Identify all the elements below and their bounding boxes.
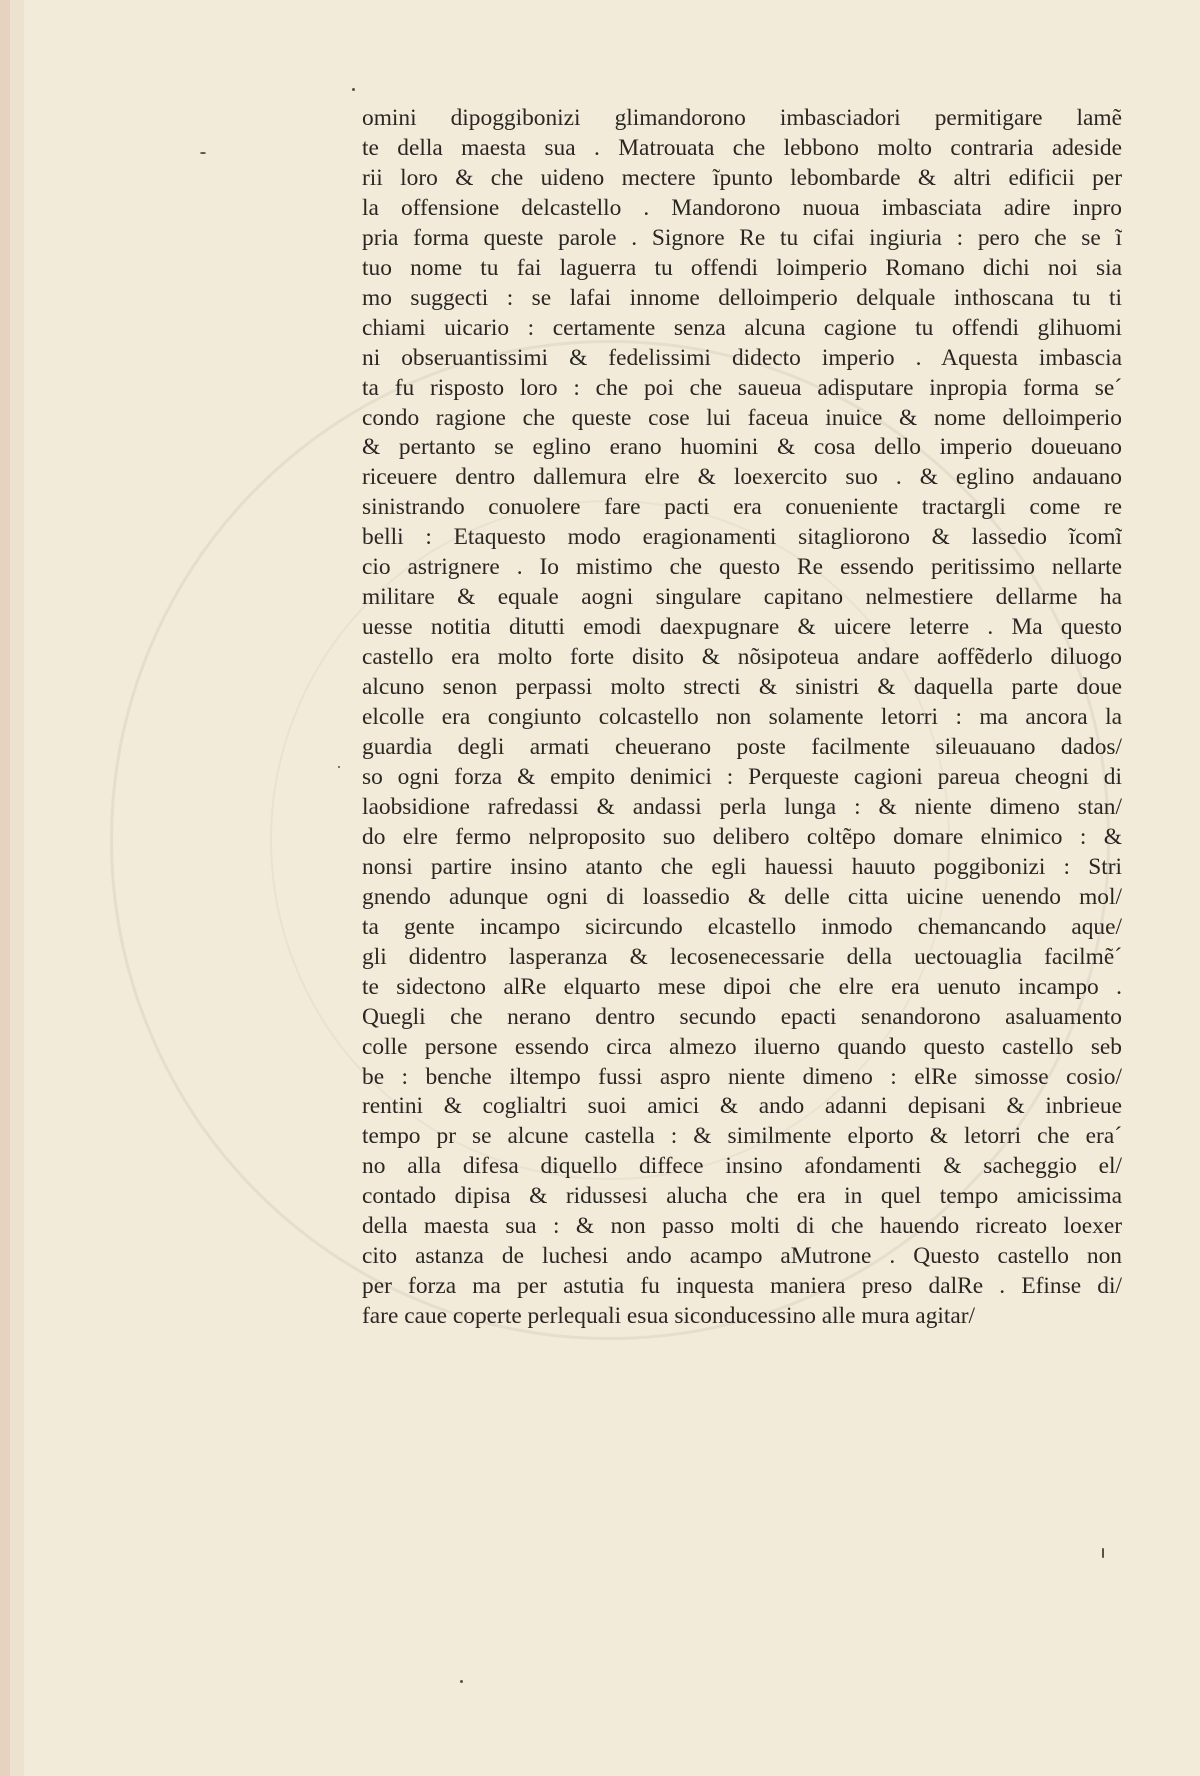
text-line: uesse notitia ditutti emodi daexpugnare & uicere leterre . Ma questo <box>362 614 1122 641</box>
text-line: condo ragione che queste cose lui faceua inuice & nome delloimperio <box>362 404 1122 431</box>
text-line: no alla difesa diquello diffece insino afondamenti & sacheggio el/ <box>362 1153 1122 1180</box>
text-line: riceuere dentro dallemura elre & loexercito suo . & eglino andauano <box>362 464 1122 491</box>
ink-speck <box>1102 1548 1104 1558</box>
text-line: rii loro & che uideno mectere ĩpunto lebombarde & altri edificii per <box>362 164 1122 191</box>
text-line: do elre fermo nelproposito suo delibero coltẽpo domare elnimico : & <box>362 823 1122 850</box>
text-line: per forza ma per astutia fu inquesta maniera preso dalRe . Efinse di/ <box>362 1273 1122 1300</box>
page-left-edge <box>0 0 10 1776</box>
text-line: be : benche iltempo fussi aspro niente dimeno : elRe simosse cosio/ <box>362 1063 1122 1090</box>
ink-speck <box>460 1680 463 1683</box>
text-line: fare caue coperte perlequali esua siconducessino alle mura agitar/ <box>362 1303 976 1330</box>
text-line: chiami uicario : certamente senza alcuna cagione tu offendi glihuomi <box>362 314 1122 341</box>
text-line: cio astrignere . Io mistimo che questo Re essendo peritissimo nellarte <box>362 554 1122 581</box>
text-line: sinistrando conuolere fare pacti era conueniente tractargli come re <box>362 494 1122 521</box>
text-line: alcuno senon perpassi molto strecti & sinistri & daquella parte doue <box>362 674 1122 701</box>
text-line: te della maesta sua . Matrouata che lebbono molto contraria adeside <box>362 134 1122 161</box>
text-line: castello era molto forte disito & nõsipoteua andare aoffẽderlo diluogo <box>362 644 1122 671</box>
text-line: nonsi partire insino atanto che egli hauessi hauuto poggibonizi : Stri <box>362 853 1122 880</box>
text-line: colle persone essendo circa almezo iluerno quando questo castello seb <box>362 1033 1122 1060</box>
text-line: gnendo adunque ogni di loassedio & delle citta uicine uenendo mol/ <box>362 883 1122 910</box>
text-line: guardia degli armati cheuerano poste facilmente sileuauano dados/ <box>362 734 1122 761</box>
text-line: te sidectono alRe elquarto mese dipoi che elre era uenuto incampo . <box>362 973 1122 1000</box>
text-line: so ogni forza & empito denimici : Perqueste cagioni pareua cheogni di <box>362 763 1122 790</box>
text-line: tuo nome tu fai laguerra tu offendi loimperio Romano dichi noi sia <box>362 254 1122 281</box>
text-line: belli : Etaquesto modo eragionamenti sitagliorono & lassedio ĩcomĩ <box>362 524 1122 551</box>
text-line: & pertanto se eglino erano huomini & cosa dello imperio doueuano <box>362 434 1122 461</box>
text-line: laobsidione rafredassi & andassi perla lunga : & niente dimeno stan/ <box>362 793 1122 820</box>
text-line: gli didentro lasperanza & lecosenecessarie della uectouaglia facilmẽ´ <box>362 943 1122 970</box>
text-line: mo suggecti : se lafai innome delloimperio delquale inthoscana tu ti <box>362 284 1122 311</box>
text-line: della maesta sua : & non passo molti di che hauendo ricreato loexer <box>362 1213 1122 1240</box>
text-line: ta gente incampo sicircundo elcastello inmodo chemancando aque/ <box>362 913 1122 940</box>
text-line: Quegli che nerano dentro secundo epacti senandorono asaluamento <box>362 1003 1122 1030</box>
ink-speck <box>338 766 340 768</box>
text-line: ni obseruantissimi & fedelissimi didecto imperio . Aquesta imbascia <box>362 344 1122 371</box>
text-line: elcolle era congiunto colcastello non solamente letorri : ma ancora la <box>362 704 1122 731</box>
text-line: omini dipoggibonizi glimandorono imbasciadori permitigare lamẽ <box>362 105 1122 131</box>
text-line: pria forma queste parole . Signore Re tu cifai ingiuria : pero che se ĩ <box>362 224 1122 251</box>
page-gutter-shade <box>10 0 24 1776</box>
text-column <box>362 104 1122 1332</box>
text-line: militare & equale aogni singulare capitano nelmestiere dellarme ha <box>362 584 1122 611</box>
text-line: tempo pr se alcune castella : & similmente elporto & letorri che era´ <box>362 1123 1122 1150</box>
ink-speck <box>200 152 206 154</box>
text-line: la offensione delcastello . Mandorono nuoua imbasciata adire inpro <box>362 194 1122 221</box>
ink-speck <box>352 88 355 91</box>
text-line: ta fu risposto loro : che poi che saueua adisputare inpropia forma se´ <box>362 374 1122 401</box>
text-line: cito astanza de luchesi ando acampo aMutrone . Questo castello non <box>362 1243 1122 1270</box>
text-line: contado dipisa & ridussesi alucha che era in quel tempo amicissima <box>362 1183 1122 1210</box>
text-line: rentini & coglialtri suoi amici & ando adanni depisani & inbrieue <box>362 1093 1122 1120</box>
